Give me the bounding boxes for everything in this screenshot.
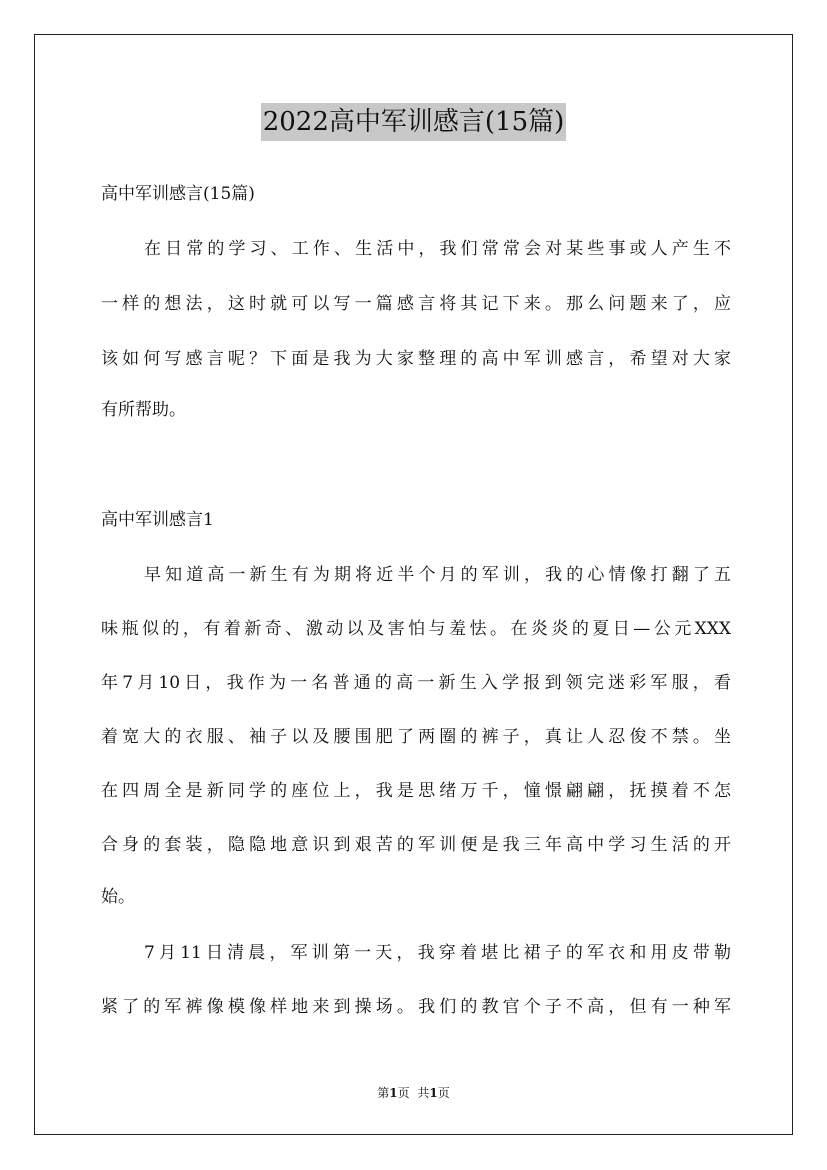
total-pages: 1 <box>429 1086 438 1100</box>
intro-line: 一样的想法，这时就可以写一篇感言将其记下来。那么问题来了，应 <box>101 294 731 314</box>
total-label-suffix: 页 <box>437 1086 450 1100</box>
paragraph-line: 7月11日清晨，军训第一天，我穿着堪比裙子的军衣和用皮带勒 <box>144 943 731 963</box>
page-label-suffix: 页 <box>397 1086 410 1100</box>
intro-line: 有所帮助。 <box>101 400 186 420</box>
document-subtitle: 高中军训感言(15篇) <box>101 184 255 204</box>
paragraph-line: 在四周全是新同学的座位上，我是思绪万千，憧憬翩翩，抚摸着不怎 <box>101 781 731 801</box>
paragraph-line: 合身的套装，隐隐地意识到艰苦的军训便是我三年高中学习生活的开 <box>101 835 731 855</box>
paragraph-line: 着宽大的衣服、袖子以及腰围肥了两圈的裤子，真让人忍俊不禁。坐 <box>101 727 731 747</box>
page-number: 1 <box>389 1086 398 1100</box>
total-label-prefix: 共 <box>417 1086 430 1100</box>
paragraph-line: 早知道高一新生有为期将近半个月的军训，我的心情像打翻了五 <box>144 565 731 585</box>
paragraph-line: 紧了的军裤像模像样地来到操场。我们的教官个子不高，但有一种军 <box>101 997 731 1017</box>
document-title-text: 2022高中军训感言(15篇) <box>261 103 567 141</box>
paragraph-line: 始。 <box>101 887 135 907</box>
page-footer <box>0 1084 827 1101</box>
intro-line: 在日常的学习、工作、生活中，我们常常会对某些事或人产生不 <box>144 239 731 259</box>
page-label-prefix: 第 <box>377 1086 390 1100</box>
section-heading: 高中军训感言1 <box>101 510 214 530</box>
paragraph-line: 味瓶似的，有着新奇、激动以及害怕与羞怯。在炎炎的夏日—公元XXX <box>101 619 731 639</box>
paragraph-line: 年7月10日，我作为一名普通的高一新生入学报到领完迷彩军服，看 <box>101 673 731 693</box>
intro-line: 该如何写感言呢？下面是我为大家整理的高中军训感言，希望对大家 <box>101 349 731 369</box>
document-title <box>0 96 827 148</box>
